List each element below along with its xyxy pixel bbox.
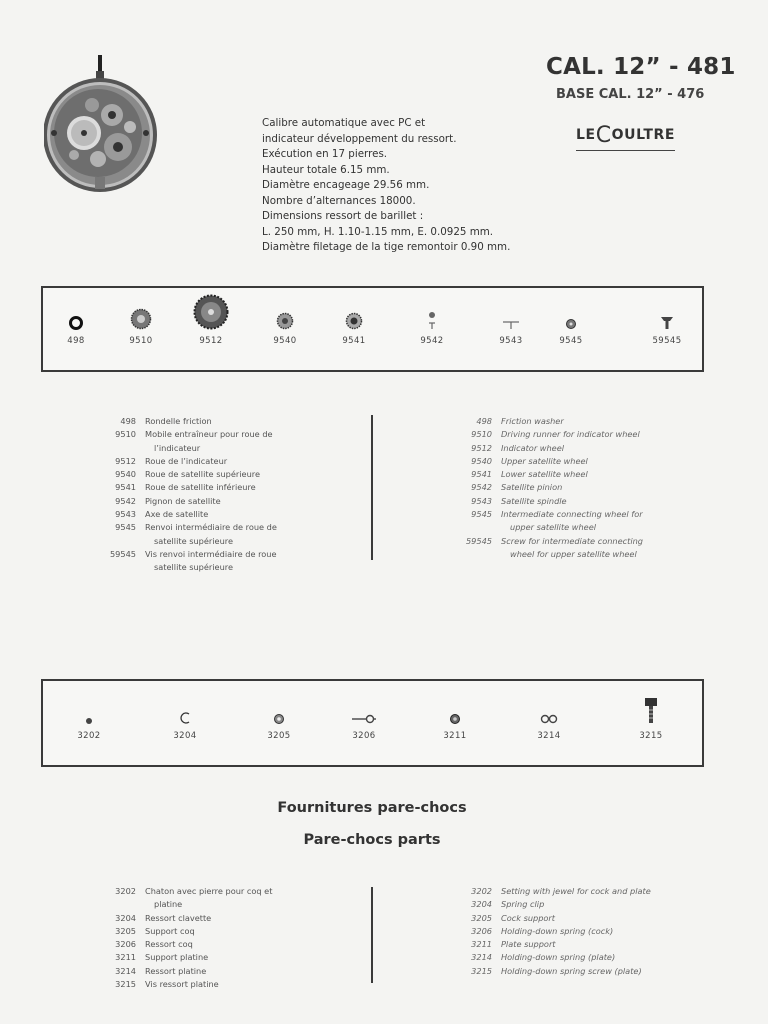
description-line: Vis ressort platine	[145, 979, 219, 990]
description-line-2: upper satellite wheel	[510, 522, 597, 533]
spec-line: Exécution en 17 pierres.	[262, 148, 388, 160]
part-description	[501, 442, 661, 455]
part-number: 9510	[471, 429, 492, 440]
description-line: Satellite spindle	[501, 495, 567, 506]
part-number: 9512	[471, 442, 492, 453]
part-number: 3214	[537, 731, 561, 741]
part-number: 3205	[267, 731, 291, 741]
list-item	[102, 428, 295, 455]
part-number: 3214	[471, 952, 492, 963]
plate-support-icon	[420, 687, 490, 725]
spec-line: Diamètre encageage 29.56 mm.	[262, 179, 430, 191]
part-item	[54, 687, 124, 741]
indicator-wheel-icon	[176, 292, 246, 330]
holding-spring-cock-icon	[329, 687, 399, 725]
description-line: Ressort platine	[145, 965, 207, 976]
part-number: 3215	[115, 979, 136, 990]
part-number: 3206	[115, 939, 136, 950]
part-number: 3211	[443, 731, 467, 741]
base-calibre-subtitle: BASE CAL. 12” - 476	[556, 87, 705, 102]
part-item	[632, 292, 702, 346]
list-item	[458, 495, 661, 508]
section-title-english: Pare-chocs parts	[303, 832, 441, 848]
part-description	[501, 468, 661, 481]
part-description	[501, 951, 661, 964]
part-number: 9541	[342, 336, 366, 346]
description-line: Support coq	[145, 925, 195, 936]
part-description	[145, 548, 295, 575]
description-line: Roue de l’indicateur	[145, 455, 228, 466]
part-item	[319, 292, 389, 346]
part-number: 3206	[352, 731, 376, 741]
part-item	[250, 292, 320, 346]
parts-box-shock-protection	[41, 679, 704, 767]
list-item	[102, 965, 295, 978]
list-item	[458, 925, 661, 938]
part-number: 498	[120, 416, 136, 426]
part-description	[145, 495, 295, 508]
description-line: Holding-down spring (cock)	[501, 925, 614, 936]
part-description	[145, 468, 295, 481]
description-line: Support platine	[145, 952, 209, 963]
part-number: 9512	[115, 455, 136, 466]
driving-runner-icon	[106, 292, 176, 330]
spring-clip-icon	[150, 687, 220, 725]
spec-line: Dimensions ressort de barillet :	[262, 210, 424, 222]
part-number: 9545	[559, 336, 583, 346]
part-number: 9543	[499, 336, 523, 346]
part-description	[501, 455, 661, 468]
list-divider	[371, 887, 373, 983]
description-line: Chaton avec pierre pour coq et	[145, 886, 273, 896]
list-item	[458, 442, 661, 455]
list-item	[102, 495, 295, 508]
part-number: 9545	[115, 522, 136, 533]
list-item	[458, 951, 661, 964]
description-line: Mobile entraîneur pour roue de	[145, 429, 273, 440]
description-line: Holding-down spring screw (plate)	[501, 965, 642, 976]
part-description	[145, 925, 295, 938]
spec-line: Hauteur totale 6.15 mm.	[262, 163, 390, 176]
part-description	[145, 415, 295, 428]
part-number: 3204	[173, 731, 197, 741]
part-description	[501, 495, 661, 508]
satellite-pinion-icon	[397, 292, 467, 330]
part-item	[176, 292, 246, 346]
spec-line: Diamètre filetage de la tige remontoir 0.90 mm.	[262, 241, 511, 253]
cock-support-icon	[244, 687, 314, 725]
parts-box-automatic	[41, 286, 704, 372]
part-number: 3211	[471, 939, 492, 950]
part-number: 9542	[115, 495, 136, 506]
part-description	[501, 938, 661, 951]
list-item	[458, 508, 661, 535]
part-description	[145, 508, 295, 521]
list-item	[102, 468, 295, 481]
description-line: Rondelle friction	[145, 416, 212, 426]
part-number: 9512	[199, 336, 223, 346]
description-line: Screw for intermediate connecting	[501, 535, 643, 546]
brand-rest: OULTRE	[611, 127, 676, 143]
parts-list-english	[458, 415, 661, 561]
part-description	[501, 925, 661, 938]
description-line: Pignon de satellite	[145, 495, 221, 506]
part-number: 9540	[115, 469, 136, 480]
part-description	[501, 912, 661, 925]
part-number: 9540	[471, 455, 492, 466]
part-description	[145, 965, 295, 978]
part-description	[501, 415, 661, 428]
part-number: 59545	[465, 535, 492, 546]
part-number: 9545	[471, 509, 492, 520]
description-line: Ressort coq	[145, 939, 193, 950]
list-item	[102, 455, 295, 468]
part-number: 3202	[471, 886, 492, 896]
part-number: 498	[67, 336, 85, 346]
part-item	[106, 292, 176, 346]
part-item	[150, 687, 220, 741]
section-title-french: Fournitures pare-chocs	[277, 800, 467, 816]
part-number: 9542	[420, 336, 444, 346]
description-line-2: satellite supérieure	[154, 535, 233, 546]
list-item	[458, 455, 661, 468]
list-item	[102, 978, 295, 991]
brand-le: LE	[576, 127, 596, 143]
part-number: 9540	[273, 336, 297, 346]
description-line-2: l’indicateur	[154, 442, 201, 453]
part-number: 3204	[471, 899, 492, 910]
list-divider	[371, 415, 373, 560]
description-line: Vis renvoi intermédiaire de roue	[145, 548, 277, 559]
jewel-setting-icon	[54, 687, 124, 725]
part-number: 9510	[129, 336, 153, 346]
part-number: 9541	[471, 469, 492, 480]
list-item	[458, 938, 661, 951]
part-number: 9542	[471, 482, 492, 493]
part-item	[41, 292, 111, 346]
description-line: Holding-down spring (plate)	[501, 952, 616, 963]
description-line: Renvoi intermédiaire de roue de	[145, 522, 277, 533]
part-description	[501, 481, 661, 494]
description-line: Indicator wheel	[501, 442, 565, 453]
description-line-2: wheel for upper satellite wheel	[510, 548, 637, 559]
part-description	[145, 938, 295, 951]
shock-parts-list-french	[102, 885, 295, 991]
page-title: CAL. 12” - 481	[546, 54, 736, 80]
list-item	[458, 912, 661, 925]
part-item	[616, 687, 686, 741]
spec-line: Nombre d’alternances 18000.	[262, 194, 416, 207]
part-number: 3205	[471, 912, 492, 923]
list-item	[458, 965, 661, 978]
movement-photo	[44, 55, 158, 195]
part-item	[514, 687, 584, 741]
part-item	[397, 292, 467, 346]
part-description	[145, 978, 295, 991]
list-item	[458, 481, 661, 494]
part-number: 498	[476, 416, 492, 426]
part-item	[420, 687, 490, 741]
description-line-2: platine	[154, 899, 183, 910]
part-number: 59545	[109, 548, 136, 559]
list-item	[458, 898, 661, 911]
part-number: 3211	[115, 952, 136, 963]
description-line: Lower satellite wheel	[501, 469, 588, 480]
list-item	[102, 508, 295, 521]
upper-satellite-wheel-icon	[250, 292, 320, 330]
list-item	[102, 548, 295, 575]
part-number: 3215	[639, 731, 663, 741]
lower-satellite-wheel-icon	[319, 292, 389, 330]
specifications-text	[262, 116, 552, 256]
part-number: 3202	[77, 731, 101, 741]
list-item	[102, 481, 295, 494]
description-line: Intermediate connecting wheel for	[501, 509, 643, 520]
intermediate-wheel-icon	[536, 292, 606, 330]
spec-line: Calibre automatique avec PC et	[262, 117, 426, 129]
brand-logo	[576, 123, 675, 151]
part-number: 9543	[471, 495, 492, 506]
part-number: 9510	[115, 429, 136, 440]
part-description	[501, 428, 661, 441]
part-description	[145, 455, 295, 468]
part-number: 9543	[115, 509, 136, 520]
part-item	[536, 292, 606, 346]
list-item	[102, 925, 295, 938]
list-item	[102, 912, 295, 925]
description-line: Cock support	[501, 912, 556, 923]
part-description	[501, 885, 661, 898]
part-item	[329, 687, 399, 741]
part-description	[145, 428, 295, 455]
part-number: 9541	[115, 482, 136, 493]
part-number: 3215	[471, 965, 492, 976]
spec-line: L. 250 mm, H. 1.10-1.15 mm, E. 0.0925 mm.	[262, 225, 494, 238]
part-description	[145, 885, 295, 912]
shock-parts-list-english	[458, 885, 661, 978]
part-description	[145, 481, 295, 494]
part-number: 3205	[115, 925, 136, 936]
list-item	[458, 885, 661, 898]
part-number: 3206	[471, 925, 492, 936]
spring-screw-icon	[616, 687, 686, 725]
description-line: Roue de satellite supérieure	[145, 469, 260, 480]
part-number: 3214	[115, 965, 136, 976]
list-item	[102, 938, 295, 951]
brand-c: C	[595, 123, 612, 148]
list-item	[458, 428, 661, 441]
list-item	[458, 415, 661, 428]
description-line: Upper satellite wheel	[501, 455, 588, 466]
description-line: Plate support	[501, 939, 556, 950]
description-line: Setting with jewel for cock and plate	[501, 886, 651, 896]
description-line-2: satellite supérieure	[154, 562, 233, 573]
part-number: 59545	[652, 336, 682, 346]
description-line: Ressort clavette	[145, 912, 212, 923]
list-item	[102, 521, 295, 548]
screw-icon	[632, 292, 702, 330]
part-description	[501, 898, 661, 911]
description-line: Axe de satellite	[145, 509, 209, 520]
part-description	[145, 951, 295, 964]
part-description	[145, 521, 295, 548]
part-item	[244, 687, 314, 741]
part-description	[501, 535, 661, 562]
list-item	[458, 535, 661, 562]
part-number: 3202	[115, 886, 136, 896]
part-description	[145, 912, 295, 925]
part-description	[501, 965, 661, 978]
parts-list-french	[102, 415, 295, 575]
spec-line: indicateur développement du ressort.	[262, 132, 457, 145]
washer-icon	[41, 292, 111, 330]
description-line: Roue de satellite inférieure	[145, 482, 256, 493]
list-item	[102, 885, 295, 912]
list-item	[102, 951, 295, 964]
description-line: Satellite pinion	[501, 482, 563, 493]
list-item	[102, 415, 295, 428]
description-line: Friction washer	[501, 416, 564, 426]
holding-spring-plate-icon	[514, 687, 584, 725]
description-line: Driving runner for indicator wheel	[501, 429, 640, 440]
description-line: Spring clip	[501, 899, 545, 910]
part-description	[501, 508, 661, 535]
list-item	[458, 468, 661, 481]
part-number: 3204	[115, 912, 136, 923]
